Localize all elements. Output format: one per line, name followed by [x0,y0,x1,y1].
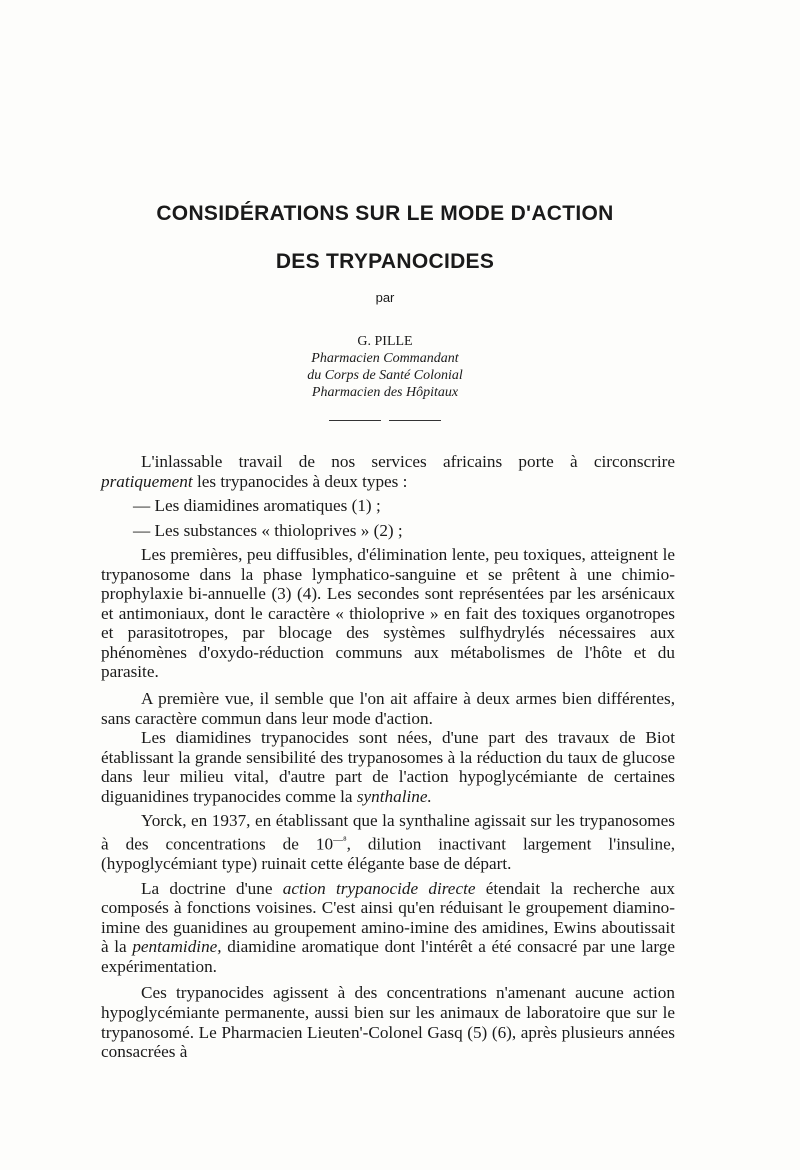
author-name: G. PILLE [357,334,413,349]
by-label: par [375,290,395,305]
paragraph-diamidines-nees: Les diamidines trypanocides sont nées, d'une part des travaux de Biot établissant la grande sensibilité des trypanosomes à la réduction du taux de glucose dans leur milieu vital, d'autre part de l'action hypoglycémiante de certaines diguanidines trypanocides comme la synthaline. [101,728,675,806]
paragraph-yorck: Yorck, en 1937, en établissant que la synthaline agissait sur les trypanosomes à des concentrations de $10^{—^8}$, dilution inactivant largement l'insuline, (hypoglycémiant type) ruinait cette élégante base de départ. [101,811,675,874]
list-item-diamidines: — Les diamidines aromatiques (1) ; [133,496,381,516]
paragraph-doctrine: La doctrine d'une action trypanocide directe étendait la recherche aux composés à fonctions voisines. C'est ainsi qu'en réduisant le groupement diamino-imine des guanidines au groupement amino-imine des amidines, Ewins aboutissait à la pentamidine, diamidine aromatique dont l'intérêt a été consacré par une large expérimentation. [101,878,675,976]
title-line-1: CONSIDÉRATIONS SUR LE MODE D'ACTION [156,202,614,225]
paragraph-premiere-vue: A première vue, il semble que l'on ait affaire à deux armes bien différentes, sans caractère commun dans leur mode d'action. [101,689,675,728]
affiliation-line-2: du Corps de Santé Colonial [307,368,463,383]
paragraph-premieres: Les premières, peu diffusibles, d'élimination lente, peu toxiques, atteignent le trypanosome dans la phase lymphatico-sanguine et se prêtent à une chimio-prophylaxie bi-annuelle (3) (4). Les secondes sont représentées par les arsénicaux et antimoniaux, dont le caractère « thioloprive » en fait des toxiques organotropes et parasitotropes, par blocage des systèmes sulfhydrylés nécessaires aux phénomènes d'oxydo-réduction communs aux métabolismes de l'hôte et du parasite. [101,545,675,682]
paragraph-intro: L'inlassable travail de nos services africains porte à circonscrire pratiquement les trypanocides à deux types : [101,452,675,491]
title-line-2: DES TRYPANOCIDES [275,250,495,273]
emphasis-pratiquement: pratiquement [101,471,193,491]
separator-rule [0,420,770,421]
exponent: —⁸ [333,834,347,846]
author-block [0,333,770,401]
list-item-thioloprives: — Les substances « thioloprives » (2) ; [133,520,403,540]
article-body [101,452,675,1062]
affiliation-line-1: Pharmacien Commandant [311,351,459,366]
emphasis-action-directe: action trypanocide directe [282,878,476,898]
emphasis-synthaline: synthaline. [356,786,432,806]
emphasis-pentamidine: pentamidine, [132,937,222,957]
paragraph-ces-trypanocides: Ces trypanocides agissent à des concentrations n'amenant aucune action hypoglycémiante permanente, aussi bien sur les animaux de laboratoire que sur le trypanosomé. Le Pharmacien Lieuten'-Colonel Gasq (5) (6), après plusieurs années consacrées à [101,983,675,1062]
affiliation-line-3: Pharmacien des Hôpitaux [311,385,459,400]
